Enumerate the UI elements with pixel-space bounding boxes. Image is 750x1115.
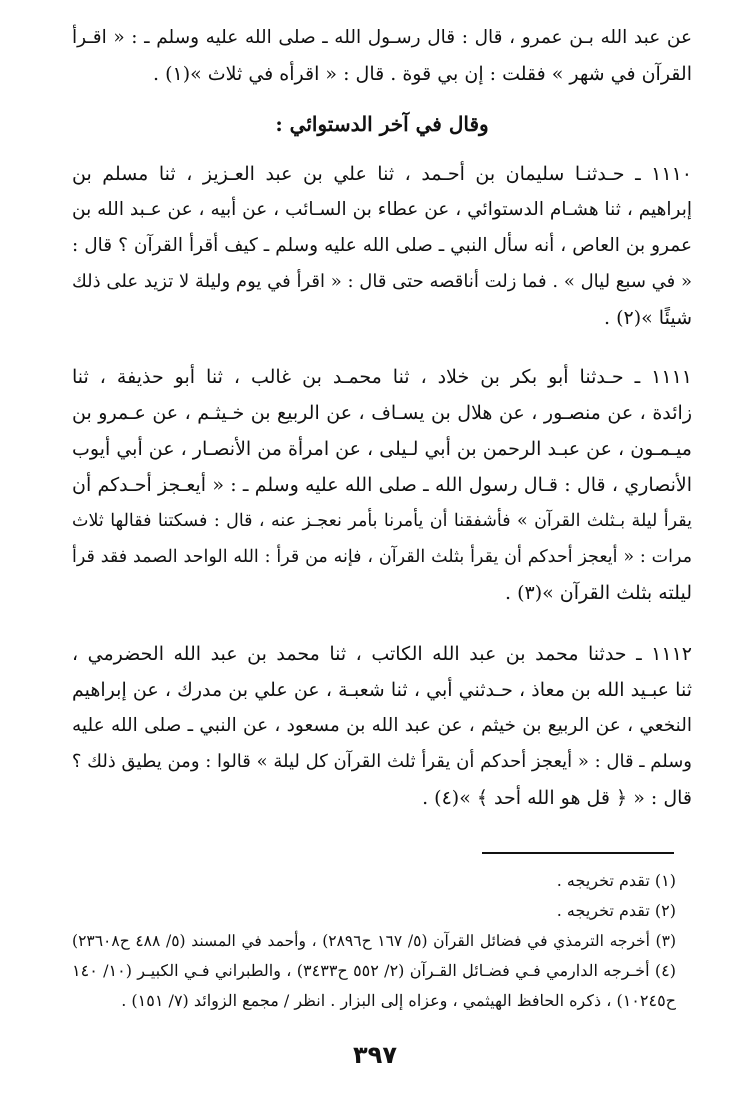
- footnote: (١) تقدم تخريجه .: [556, 871, 676, 890]
- text-line: زائدة ، عن منصـور ، عن هلال بن يسـاف ، عن الربيع بن خـيثـم ، عن عـمرو بن: [72, 402, 692, 424]
- text-line: ١١١٢ ـ حدثنا محمد بن عبد الله الكاتب ، ثنا محمد بن عبد الله الحضرمي ،: [72, 643, 692, 665]
- text-line: ميـمـون ، عن عبـد الرحمن بن أبي لـيلى ، عن امرأة من الأنصـار ، عن أبي أيوب: [72, 438, 692, 460]
- text-line: وسلم ـ قال : « أيعجز أحدكم أن يقرأ ثلث القرآن كل ليلة » قالوا : ومن يطيق ذلك ؟: [71, 751, 692, 772]
- text-line: ١١١٠ ـ حـدثنـا سليمان بن أحـمد ، ثنا علي بن عبد العـزيز ، ثنا مسلم بن: [72, 163, 692, 185]
- hadith-1112: [72, 640, 692, 820]
- text-line: شيئًا »(٢) .: [604, 307, 692, 329]
- text-line: القرآن في شهر » فقلت : إن بي قوة . قال : « اقرأه في ثلاث »(١) .: [153, 63, 692, 85]
- footnotes: [72, 870, 676, 1020]
- section-heading: وقال في آخر الدستوائي :: [275, 112, 489, 136]
- text-line: ثنا عبـيد الله بن معاذ ، حـدثني أبي ، ثنا شعبـة ، عن علي بن مدرك ، عن إبراهيم: [72, 679, 692, 701]
- text-line: عمرو بن العاص ، أنه سأل النبي ـ صلى الله عليه وسلم ـ كيف أقرأ القرآن ؟ قال :: [72, 235, 692, 256]
- text-line: يقرأ ليلة بـثلث القرآن » فأشفقنا أن يأمرنا بأمر نعجـز عنه ، قال : فسكتنا فقالها ثلاث: [72, 511, 692, 531]
- text-line: ١١١١ ـ حـدثنا أبو بكر بن خلاد ، ثنا محمـد بن غالب ، ثنا أبو حذيفة ، ثنا: [72, 366, 692, 388]
- footnote: (٢) تقدم تخريجه .: [556, 901, 676, 920]
- text-line: قال : « ﴿ قل هو الله أحد ﴾ »(٤) .: [422, 787, 692, 809]
- text-line: الأنصاري ، قال : قـال رسول الله ـ صلى الله عليه وسلم ـ : « أيعـجز أحـدكم أن: [72, 474, 692, 496]
- text-line: ليلته بثلث القرآن »(٣) .: [505, 582, 692, 604]
- footnote-divider: [482, 852, 674, 854]
- hadith-1110: [72, 160, 692, 340]
- text-line: عن عبد الله بـن عمرو ، قال : قال رسـول الله ـ صلى الله عليه وسلم ـ : « اقـرأ: [72, 27, 692, 48]
- text-block-1: [72, 24, 692, 96]
- text-line: « في سبع ليال » . فما زلت أناقصه حتى قال : « اقرأ في يوم وليلة لا تزيد على ذلك: [72, 271, 692, 292]
- footnote: (٣) أخرجه الترمذي في فضائل القرآن (٥/ ١٦٧ ح٢٨٩٦) ، وأحمد في المسند (٥/ ٤٨٨ ح٢٣٦٠٨): [72, 932, 676, 950]
- text-line: إبراهيم ، ثنا هشـام الدستوائي ، عن عطاء بن السـائب ، عن أبيه ، عن عـبد الله بن: [72, 199, 692, 220]
- footnote: (٤) أخـرجه الدارمي فـي فضـائل القـرآن (٢/ ٥٥٢ ح٣٤٣٣) ، والطبراني فـي الكبيـر (١٠/ ١٤٠: [72, 961, 676, 980]
- hadith-1111: [72, 363, 692, 615]
- text-line: النخعي ، عن الربيع بن خيثم ، عن عبد الله بن مسعود ، عن النبي ـ صلى الله عليه: [72, 715, 692, 736]
- text-line: مرات : « أيعجز أحدكم أن يقرأ بثلث القرآن ، فإنه من قرأ : الله الواحد الصمد فقد قرأ: [72, 547, 692, 567]
- page-number: ٣٩٧: [353, 1041, 397, 1069]
- footnote: ح١٠٢٤٥) ، ذكره الحافظ الهيثمي ، وعزاه إلى البزار . انظر / مجمع الزوائد (٧/ ١٥١) .: [121, 991, 676, 1010]
